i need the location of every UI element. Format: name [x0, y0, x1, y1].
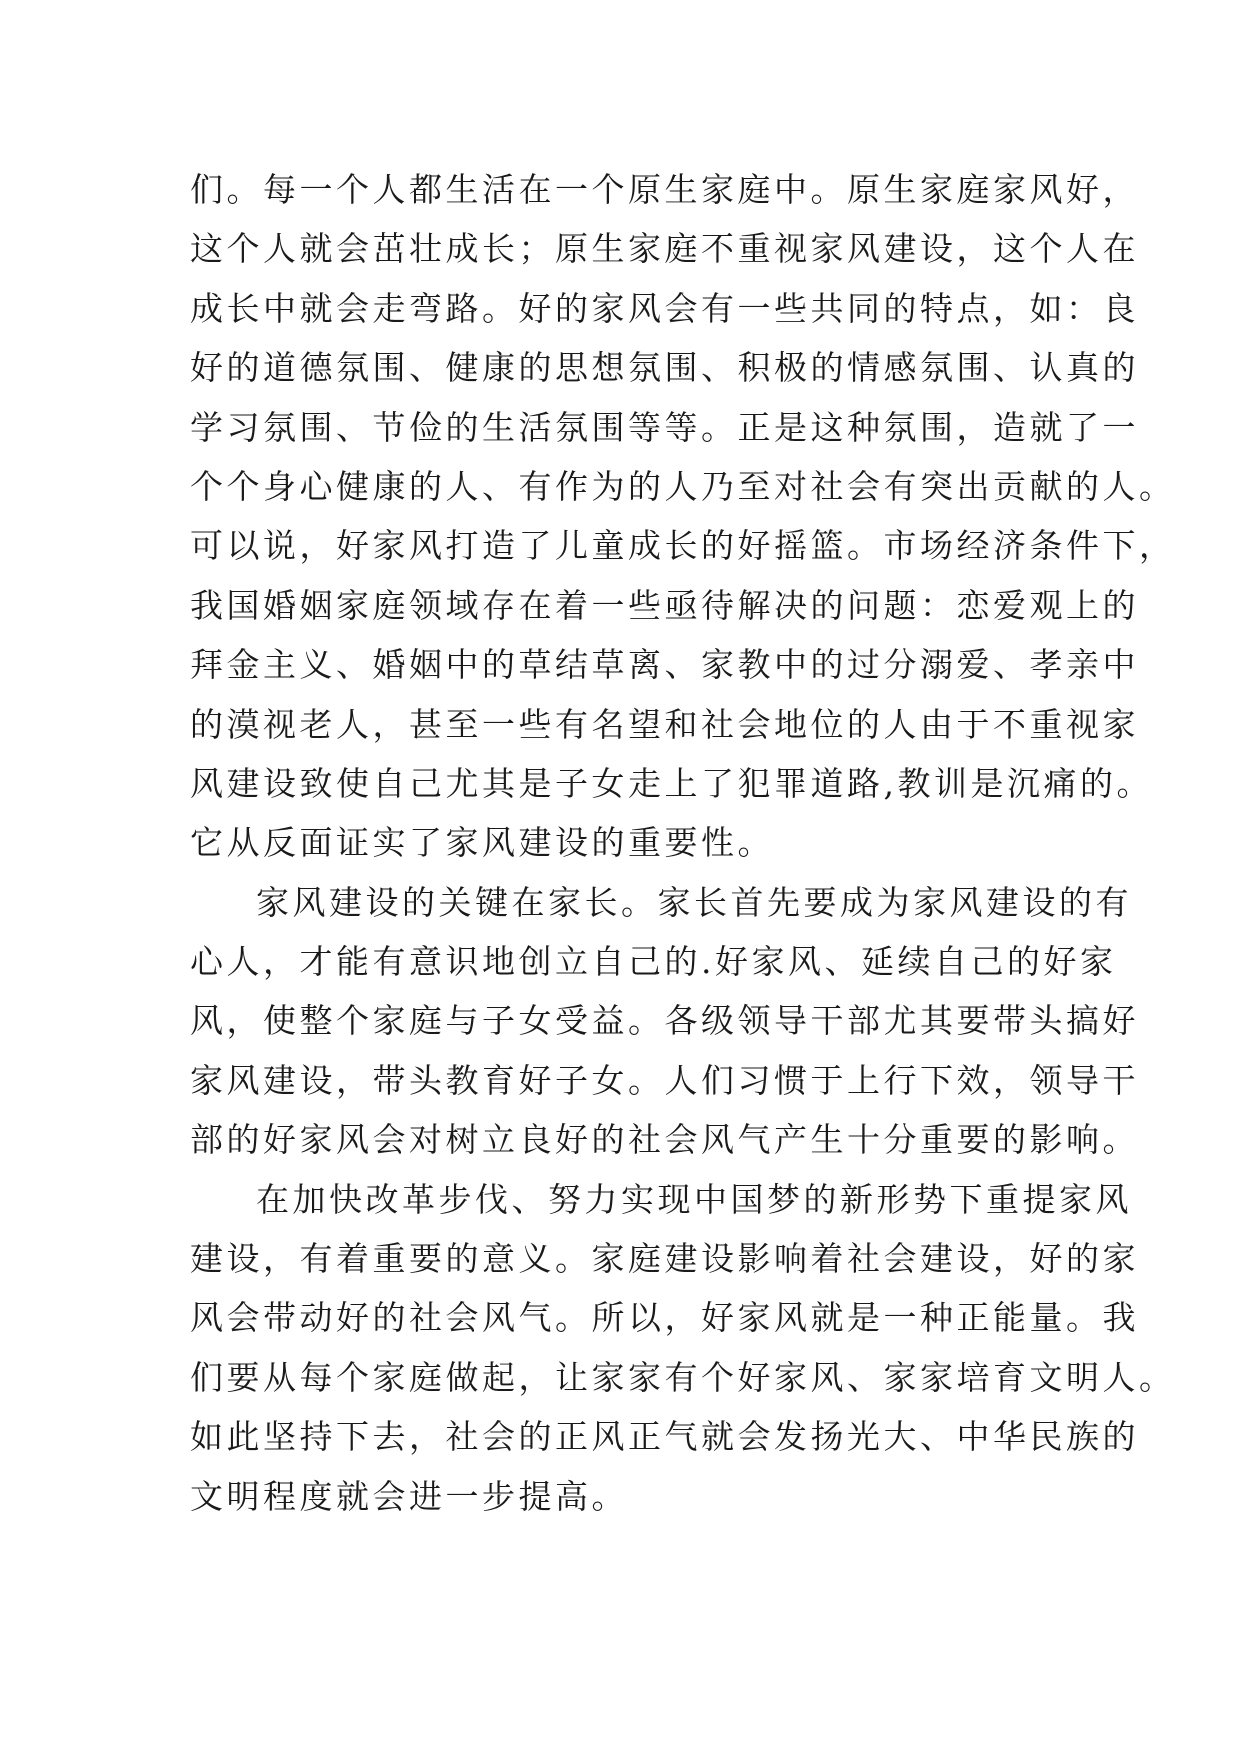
text-line: 建设，有着重要的意义。家庭建设影响着社会建设，好的家 — [190, 1239, 1139, 1279]
text-line: 个个身心健康的人、有作为的人乃至对社会有突出贡献的人。 — [190, 466, 1176, 506]
text-line: 我国婚姻家庭领域存在着一些亟待解决的问题：恋爱观上的 — [190, 585, 1139, 625]
text-line: 如此坚持下去，社会的正风正气就会发扬光大、中华民族的 — [190, 1417, 1139, 1457]
paragraph-1 — [190, 160, 1176, 873]
text-line: 文明程度就会进一步提高。 — [190, 1476, 628, 1516]
body-text — [190, 160, 1176, 1526]
text-line: 它从反面证实了家风建设的重要性。 — [190, 823, 774, 863]
text-line: 成长中就会走弯路。好的家风会有一些共同的特点，如：良 — [190, 288, 1139, 328]
text-line: 学习氛围、节俭的生活氛围等等。正是这种氛围，造就了一 — [190, 407, 1139, 447]
text-line: 可以说，好家风打造了儿童成长的好摇篮。市场经济条件下， — [190, 526, 1176, 566]
text-line: 风建设致使自己尤其是子女走上了犯罪道路,教训是沉痛的。 — [190, 763, 1153, 803]
text-line: 的漠视老人，甚至一些有名望和社会地位的人由于不重视家 — [190, 704, 1139, 744]
text-line: 家风建设，带头教育好子女。人们习惯于上行下效，领导干 — [190, 1060, 1139, 1100]
text-line: 们。每一个人都生活在一个原生家庭中。原生家庭家风好， — [190, 170, 1139, 209]
text-line: 家风建设的关键在家长。家长首先要成为家风建设的有 — [256, 882, 1132, 922]
paragraph-3 — [190, 1170, 1176, 1526]
text-line: 风会带动好的社会风气。所以，好家风就是一种正能量。我 — [190, 1298, 1139, 1338]
text-line: 风，使整个家庭与子女受益。各级领导干部尤其要带头搞好 — [190, 1001, 1139, 1041]
text-line: 部的好家风会对树立良好的社会风气产生十分重要的影响。 — [190, 1120, 1139, 1160]
text-line: 们要从每个家庭做起，让家家有个好家风、家家培育文明人。 — [190, 1357, 1176, 1397]
text-line: 这个人就会茁壮成长；原生家庭不重视家风建设，这个人在 — [190, 229, 1139, 269]
text-line: 好的道德氛围、健康的思想氛围、积极的情感氛围、认真的 — [190, 348, 1139, 388]
text-line: 心人，才能有意识地创立自己的.好家风、延续自己的好家 — [190, 942, 1117, 982]
paragraph-2 — [190, 873, 1139, 1170]
text-line: 拜金主义、婚姻中的草结草离、家教中的过分溺爱、孝亲中 — [190, 645, 1139, 685]
text-line: 在加快改革步伐、努力实现中国梦的新形势下重提家风 — [256, 1179, 1132, 1219]
